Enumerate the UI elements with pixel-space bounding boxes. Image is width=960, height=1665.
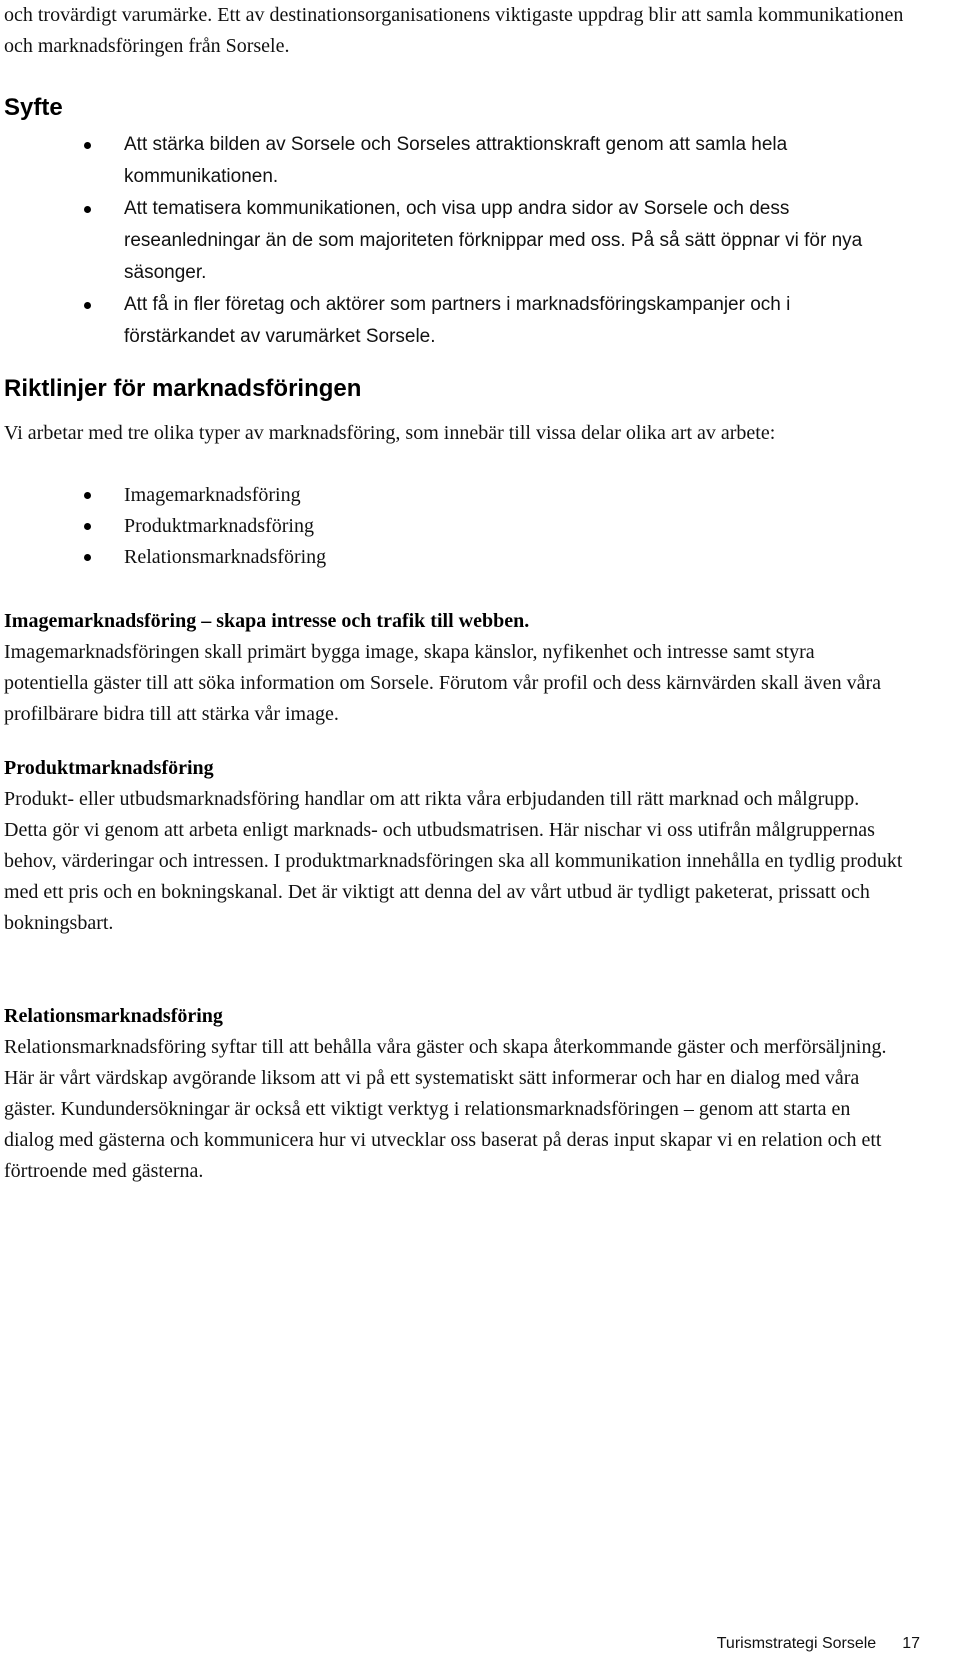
list-item-text: Produktmarknadsföring bbox=[124, 515, 314, 537]
list-item bbox=[4, 289, 904, 353]
image-heading: Imagemarknadsföring – skapa intresse och trafik till webben. bbox=[4, 610, 530, 632]
list-item-text: Att tematisera kommunikationen, och visa upp andra sidor av Sorsele och dess reseanledningar än de som majoriteten förknippar med oss. På så sätt öppnar vi för nya säsonger. bbox=[124, 198, 863, 283]
bullet-icon bbox=[84, 554, 91, 561]
riktlinjer-list-block bbox=[4, 480, 904, 573]
image-paragraph: Imagemarknadsföringen skall primärt bygga image, skapa känslor, nyfikenhet och intresse samt styra potentiella gäster till att söka information om Sorsele. Förutom vår profil och dess kärnvärden skall även våra profilbärare bidra till att stärka vår image. bbox=[4, 641, 881, 725]
page-footer bbox=[717, 1634, 920, 1654]
syfte-heading-block bbox=[4, 93, 904, 123]
intro-paragraph: och trovärdigt varumärke. Ett av destinationsorganisationens viktigaste uppdrag blir att samla kommunikationen och marknadsföringen från Sorsele. bbox=[4, 4, 904, 57]
list-item bbox=[4, 480, 904, 511]
produkt-section bbox=[4, 753, 904, 939]
syfte-list-block bbox=[4, 129, 904, 353]
riktlinjer-list bbox=[4, 480, 904, 573]
produkt-paragraph: Produkt- eller utbudsmarknadsföring handlar om att rikta våra erbjudanden till rätt marknad och målgrupp. Detta gör vi genom att arbeta enligt marknads- och utbudsmatrisen. Här nischar vi oss utifrån målgruppernas behov, värderingar och intressen. I produktmarknadsföringen ska all kommunikation innehålla en tydlig produkt med ett pris och en bokningskanal. Det är viktigt att denna del av vårt utbud är tydligt paketerat, prissatt och bokningsbart. bbox=[4, 788, 903, 934]
riktlinjer-heading-block bbox=[4, 374, 904, 404]
riktlinjer-heading: Riktlinjer för marknadsföringen bbox=[4, 375, 362, 402]
list-item bbox=[4, 193, 904, 289]
page-number: 17 bbox=[902, 1635, 920, 1652]
bullet-icon bbox=[84, 492, 91, 499]
list-item-text: Att få in fler företag och aktörer som partners i marknadsföringskampanjer och i förstärkandet av varumärket Sorsele. bbox=[124, 294, 791, 347]
list-item bbox=[4, 129, 904, 193]
relation-heading: Relationsmarknadsföring bbox=[4, 1005, 223, 1027]
list-item bbox=[4, 511, 904, 542]
syfte-heading: Syfte bbox=[4, 94, 63, 121]
list-item-text: Att stärka bilden av Sorsele och Sorseles attraktionskraft genom att samla hela kommunikationen. bbox=[124, 134, 788, 187]
bullet-icon bbox=[84, 206, 91, 213]
bullet-icon bbox=[84, 142, 91, 149]
relation-section bbox=[4, 1001, 904, 1187]
image-section bbox=[4, 606, 904, 730]
bullet-icon bbox=[84, 523, 91, 530]
relation-paragraph: Relationsmarknadsföring syftar till att behålla våra gäster och skapa återkommande gäster och merförsäljning. Här är vårt värdskap avgörande liksom att vi på ett systematiskt sätt informerar och har en dialog med våra gäster. Kundundersökningar är också ett viktigt verktyg i relationsmarknadsföringen – genom att starta en dialog med gästerna och kommunicera hur vi utvecklar oss baserat på deras input skapar vi en relation och ett förtroende med gästerna. bbox=[4, 1036, 887, 1182]
list-item-text: Relationsmarknadsföring bbox=[124, 546, 327, 568]
riktlinjer-intro: Vi arbetar med tre olika typer av marknadsföring, som innebär till vissa delar olika art av arbete: bbox=[4, 422, 776, 444]
intro-section bbox=[4, 0, 904, 62]
list-item bbox=[4, 542, 904, 573]
footer-title: Turismstrategi Sorsele bbox=[716, 1635, 877, 1652]
produkt-heading: Produktmarknadsföring bbox=[4, 757, 214, 779]
list-item-text: Imagemarknadsföring bbox=[124, 484, 301, 506]
bullet-icon bbox=[84, 302, 91, 309]
riktlinjer-intro-block bbox=[4, 418, 904, 449]
syfte-list bbox=[4, 129, 904, 353]
